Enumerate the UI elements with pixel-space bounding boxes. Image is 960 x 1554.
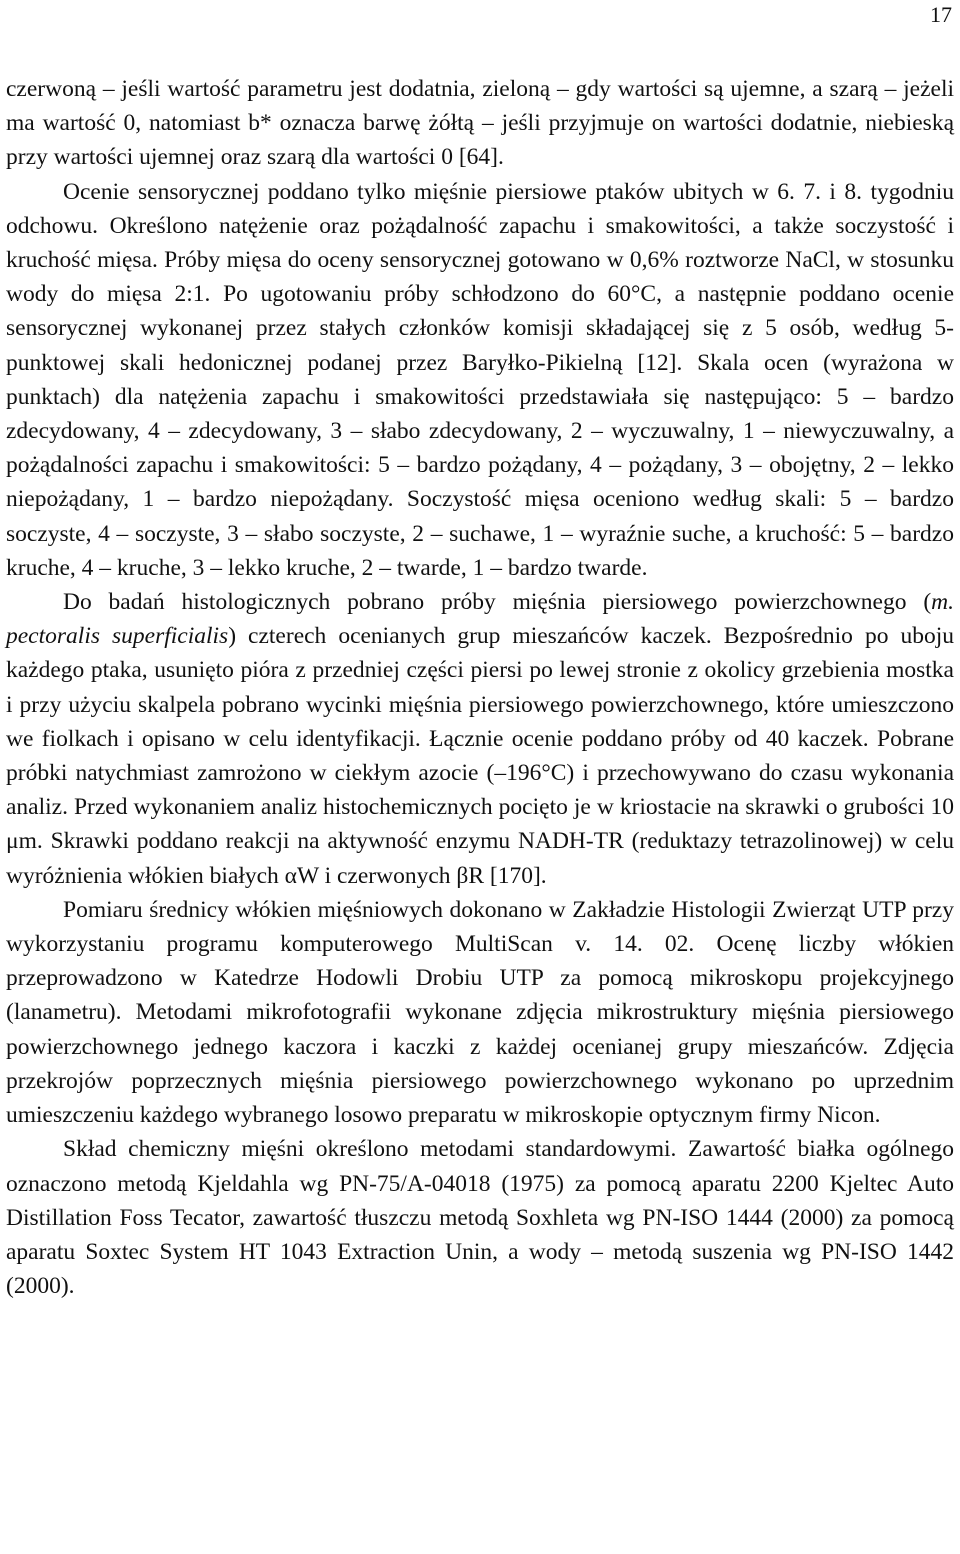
histology-text-end: ) czterech ocenianych grup mieszańców kaczek. Bezpośrednio po uboju każdego ptaka, usunięto pióra z przedniej części piersi po lewej stronie z okolicy grzebienia mostka i przy użyciu skalpela pobrano wycinki mięśnia piersiowego powierzchownego, które umieszczono we fiolkach i opisano w celu identyfikacji. Łącznie ocenie poddano próby od 40 kaczek. Pobrane próbki natychmiast zamrożono w ciekłym azocie (–196°C) i przechowywano do czasu wykonania analiz. Przed wykonaniem analiz histochemicznych pocięto je w kriostacie na skrawki o grubości 10 μm. Skrawki poddano reakcji na aktywność enzymu NADH-TR (reduktazy tetrazolinowej) w celu wyróżnienia włókien białych αW i czerwonych βR [170]. [6,623,954,889]
paragraph-histology [6,585,954,893]
paragraph-color-parameters: czerwoną – jeśli wartość parametru jest dodatnia, zieloną – gdy wartości są ujemne, a szarą – jeżeli ma wartość 0, natomiast b* oznacza barwę żółtą – jeśli przyjmuje on wartości dodatnie, niebieską przy wartości ujemnej oraz szarą dla wartości 0 [64]. [6,76,954,171]
histology-text-start: Do badań histologicznych pobrano próby mięśnia piersiowego powierzchownego ( [63,589,932,616]
paragraph-sensory-evaluation: Ocenie sensorycznej poddano tylko mięśnie piersiowe ptaków ubitych w 6. 7. i 8. tygodniu odchowu. Określono natężenie oraz pożądalność zapachu i smakowitości, a także soczystość i kruchość mięsa. Próby mięsa do oceny sensorycznej gotowano w 0,6% roztworze NaCl, w stosunku wody do mięsa 2:1. Po ugotowaniu próby schłodzono do 60°C, a następnie poddano ocenie sensorycznej wykonanej przez stałych członków komisji składającej się z 5 osób, według 5-punktowej skali hedonicznej podanej przez Baryłko-Pikielną [12]. Skala ocen (wyrażona w punktach) dla natężenia zapachu i smakowitości przedstawiała się następująco: 5 – bardzo zdecydowany, 4 – zdecydowany, 3 – słabo zdecydowany, 2 – wyczuwalny, 1 – niewyczuwalny, a pożądalności zapachu i smakowitości: 5 – bardzo pożądany, 4 – pożądany, 3 – obojętny, 2 – lekko niepożądany, 1 – bardzo niepożądany. Soczystość mięsa oceniono według skali: 5 – bardzo soczyste, 4 – soczyste, 3 – słabo soczyste, 2 – suchawe, 1 – wyraźnie suche, a kruchość: 5 – bardzo kruche, 4 – kruche, 3 – lekko kruche, 2 – twarde, 1 – bardzo twarde. [6,178,954,581]
paragraph-chemical-composition: Skład chemiczny mięśni określono metodami standardowymi. Zawartość białka ogólnego oznaczono metodą Kjeldahla wg PN-75/A-04018 (1975) za pomocą aparatu 2200 Kjeltec Auto Distillation Foss Tecator, zawartość tłuszczu metodą Soxhleta wg PN-ISO 1444 (2000) za pomocą aparatu Soxtec System HT 1043 Extraction Unin, a wody – metodą suszenia wg PN-ISO 1442 (2000). [6,1136,954,1300]
body-text [6,72,954,1303]
paragraph-fiber-measurement: Pomiaru średnicy włókien mięśniowych dokonano w Zakładzie Histologii Zwierząt UTP przy wykorzystaniu programu komputerowego MultiScan v. 14. 02. Ocenę liczby włókien przeprowadzono w Katedrze Hodowli Drobiu UTP za pomocą mikroskopu projekcyjnego (lanametru). Metodami mikrofotografii wykonane zdjęcia mikrostruktury mięśnia piersiowego powierzchownego jednego kaczora i kaczki z każdej ocenianej grupy mieszańców. Zdjęcia przekrojów poprzecznych mięśnia piersiowego powierzchownego wykonano po uprzednim umieszczeniu każdego wybranego losowo preparatu w mikroskopie optycznym firmy Nicon. [6,896,954,1129]
muscle-latin-name: m. pectoralis superficialis [6,589,954,650]
page-number: 17 [930,2,952,27]
